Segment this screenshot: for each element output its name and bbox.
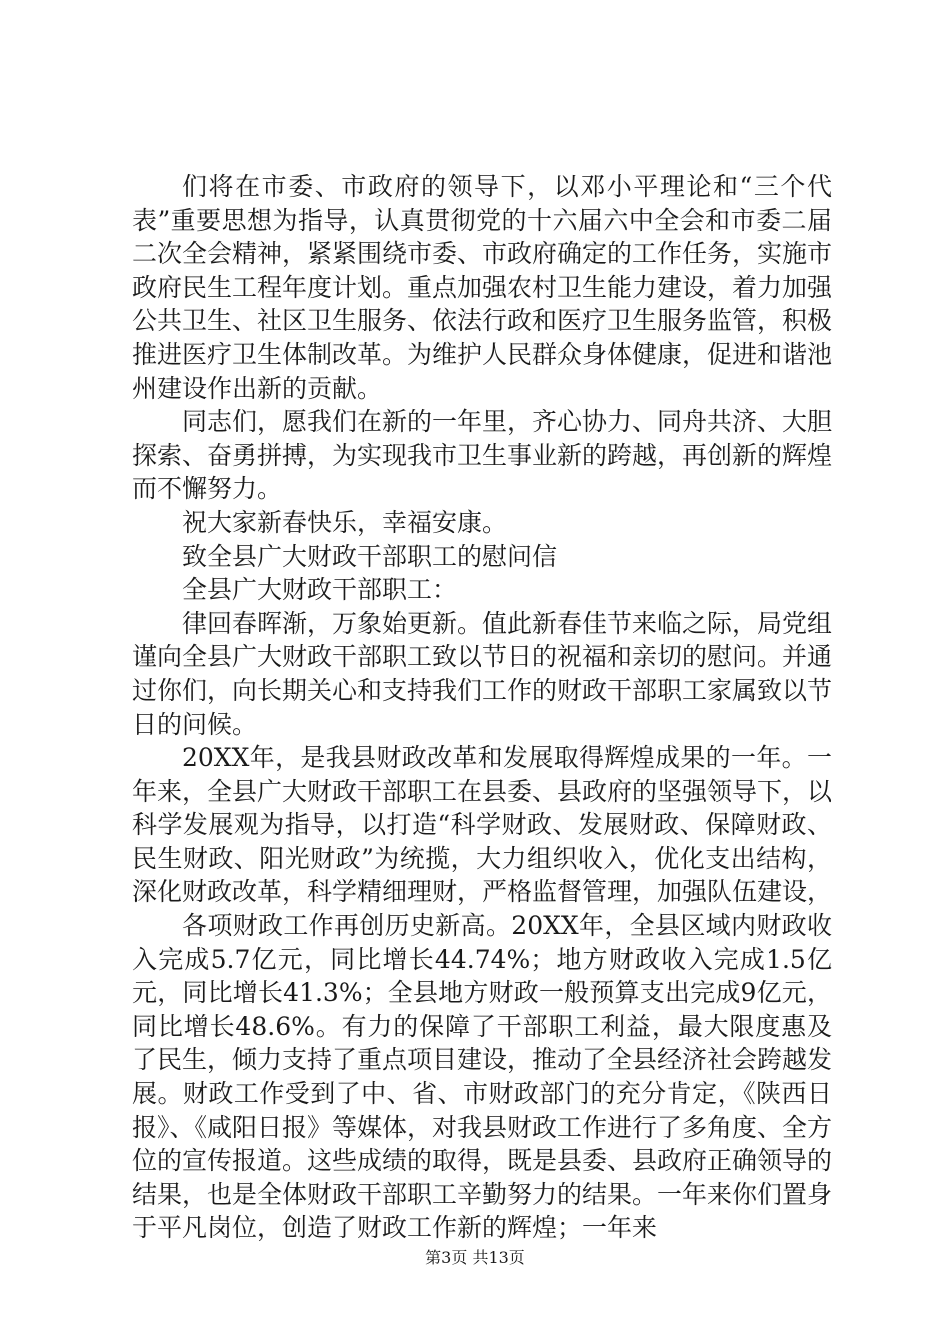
- paragraph: 们将在市委、市政府的领导下，以邓小平理论和“三个代表”重要思想为指导，认真贯彻党的十六届六中全会和市委二届二次全会精神，紧紧围绕市委、市政府确定的工作任务，实施市政府民生工程年度计划。重点加强农村卫生能力建设，着力加强公共卫生、社区卫生服务、依法行政和医疗卫生服务监管，积极推进医疗卫生体制改革。为维护人民群众身体健康，促进和谐池州建设作出新的贡献。: [132, 172, 833, 403]
- document-body: [132, 170, 832, 1245]
- paragraph: 祝大家新春快乐，幸福安康。: [182, 507, 508, 537]
- page-number-footer: 第3页 共13页: [425, 1248, 525, 1267]
- paragraph: 20XX年，是我县财政改革和发展取得辉煌成果的一年。一年来，全县广大财政干部职工在县委、县政府的坚强领导下，以科学发展观为指导，以打造“科学财政、发展财政、保障财政、民生财政、阳光财政”为统揽，大力组织收入，优化支出结构，深化财政改革，科学精细理财，严格监督管理，加强队伍建设，: [132, 743, 833, 907]
- letter-title: 致全县广大财政干部职工的慰问信: [182, 541, 558, 571]
- paragraph: 律回春晖渐，万象始更新。值此新春佳节来临之际，局党组谨向全县广大财政干部职工致以节日的祝福和亲切的慰问。并通过你们，向长期关心和支持我们工作的财政干部职工家属致以节日的问候。: [132, 608, 833, 739]
- paragraph: 各项财政工作再创历史新高。20XX年，全县区域内财政收入完成5.7亿元，同比增长44.74%；地方财政收入完成1.5亿元，同比增长41.3%；全县地方财政一般预算支出完成9亿元，同比增长48.6%。有力的保障了干部职工利益，最大限度惠及了民生，倾力支持了重点项目建设，推动了全县经济社会跨越发展。财政工作受到了中、省、市财政部门的充分肯定，《陕西日报》、《咸阳日报》等媒体，对我县财政工作进行了多角度、全方位的宣传报道。这些成绩的取得，既是县委、县政府正确领导的结果，也是全体财政干部职工辛勤努力的结果。一年来你们置身于平凡岗位，创造了财政工作新的辉煌；一年来: [132, 911, 833, 1243]
- paragraph: 同志们，愿我们在新的一年里，齐心协力、同舟共济、大胆探索、奋勇拼搏，为实现我市卫生事业新的跨越，再创新的辉煌而不懈努力。: [132, 407, 833, 504]
- letter-salutation: 全县广大财政干部职工：: [182, 575, 458, 605]
